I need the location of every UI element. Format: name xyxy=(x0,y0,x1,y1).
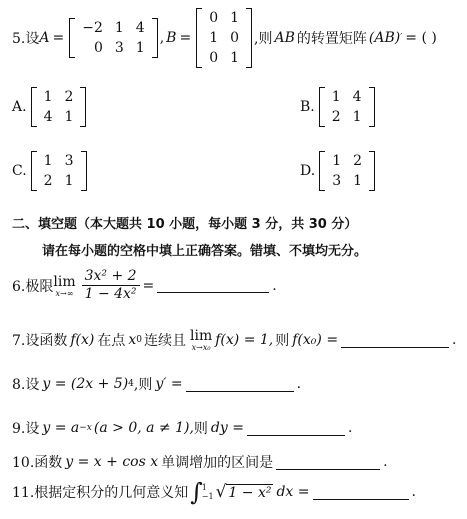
q7-fx: f(x) xyxy=(70,332,95,348)
option-0-cell-0-1: 2 xyxy=(64,89,74,105)
q9-expression: y = a xyxy=(42,420,80,436)
q7-mid1: 在点 xyxy=(97,333,126,349)
option-d[interactable] xyxy=(300,151,377,191)
matrix-a-cell-1-1: 3 xyxy=(114,40,124,56)
option-d-label: D. xyxy=(300,163,316,179)
q8-prefix: 8.设 xyxy=(12,377,40,393)
q5-number: 5.设 xyxy=(12,31,40,47)
option-3-cell-0-1: 2 xyxy=(353,153,363,169)
lim-subscript: x→∞ xyxy=(55,288,74,298)
q9-answer-blank[interactable] xyxy=(247,421,345,436)
matrix-a-cell-1-0: 0 xyxy=(93,40,103,56)
integral-sign: ∫ xyxy=(190,478,203,506)
q6-answer-blank[interactable] xyxy=(157,278,269,293)
matrix-a-cell-0-2: 4 xyxy=(135,20,145,36)
q10-expression: y = x + cos x xyxy=(65,454,159,470)
option-b-matrix xyxy=(319,87,375,127)
matrix-a-cell-0-1: 1 xyxy=(114,20,124,36)
q7-fx0: f(x₀) = xyxy=(292,332,339,348)
section-title: 二、填空题（本大题共 10 小题，每小题 3 分，共 30 分） xyxy=(12,217,358,232)
matrix-b-cell-2-1: 1 xyxy=(230,50,240,66)
q8-expression: y = (2x + 5) xyxy=(42,376,129,392)
option-0-cell-1-1: 1 xyxy=(64,109,74,125)
option-1-cell-1-1: 1 xyxy=(352,109,362,125)
abt-symbol: (AB) xyxy=(368,30,401,46)
q9-differential: dy = xyxy=(210,420,244,436)
question-8: 8.设 y = (2x + 5) 4 ,则 y′ = . xyxy=(12,376,302,393)
fraction xyxy=(82,268,140,303)
q11-end: . xyxy=(411,484,416,500)
q10-prefix: 10.函数 xyxy=(12,455,63,471)
matrix-a-symbol: A xyxy=(39,30,50,46)
q6-equals: = xyxy=(142,277,155,294)
option-3-cell-1-0: 3 xyxy=(332,173,342,189)
option-3-cell-1-1: 1 xyxy=(353,173,363,189)
option-1-cell-0-0: 1 xyxy=(331,89,341,105)
q9-prefix: 9.设 xyxy=(12,421,40,437)
q7-lim-subscript: x→x₀ xyxy=(191,343,211,352)
option-d-matrix xyxy=(319,151,375,191)
matrix-b-cell-0-1: 1 xyxy=(230,10,240,26)
integral-limits xyxy=(202,483,214,501)
q10-answer-blank[interactable] xyxy=(276,455,380,470)
radicand: 1 − x² xyxy=(228,484,272,501)
matrix-b-symbol: B xyxy=(166,30,177,46)
q7-limit-value: f(x) = 1, xyxy=(215,332,274,348)
option-3-cell-0-0: 1 xyxy=(332,153,342,169)
q5-transpose-text: 的转置矩阵 xyxy=(296,31,367,47)
q7-mid2: 连续且 xyxy=(144,333,187,349)
q8-answer-blank[interactable] xyxy=(186,377,294,392)
option-a-label: A. xyxy=(12,99,27,115)
q7-prefix: 7.设函数 xyxy=(12,333,68,349)
q6-prefix: 6.极限 xyxy=(12,278,54,295)
equals-sign-b: = xyxy=(179,30,192,46)
square-root xyxy=(215,481,274,502)
integral-upper: 1 xyxy=(201,483,207,492)
option-c-matrix xyxy=(31,151,87,191)
equals-sign: = xyxy=(52,30,65,46)
q11-answer-blank[interactable] xyxy=(313,485,409,500)
option-2-cell-1-1: 1 xyxy=(64,173,74,189)
integral-operator xyxy=(190,480,213,504)
q5-then: ,则 xyxy=(254,31,273,47)
matrix-b xyxy=(196,8,252,68)
option-1-cell-0-1: 4 xyxy=(352,89,362,105)
option-2-cell-1-0: 2 xyxy=(43,173,53,189)
option-2-cell-0-0: 1 xyxy=(43,153,53,169)
option-a-matrix xyxy=(31,87,87,127)
option-0-cell-1-0: 4 xyxy=(43,109,53,125)
q10-end: . xyxy=(383,454,388,470)
q8-derivative: y′ = xyxy=(155,376,183,392)
matrix-b-cell-1-0: 1 xyxy=(209,30,219,46)
ab-symbol: AB xyxy=(274,30,295,46)
matrix-a-cell-0-0: −2 xyxy=(82,20,103,36)
q6-end: . xyxy=(272,277,277,294)
q7-end: . xyxy=(452,332,457,348)
option-b[interactable] xyxy=(300,87,377,127)
fraction-numerator: 3x² + 2 xyxy=(82,268,140,286)
matrix-b-cell-0-0: 0 xyxy=(209,10,219,26)
q9-condition: (a > 0, a ≠ 1), xyxy=(93,420,194,436)
answer-paren: = ( ) xyxy=(405,30,437,46)
q7-answer-blank[interactable] xyxy=(341,333,449,348)
matrix-b-cell-2-0: 0 xyxy=(209,50,219,66)
q7-limit-operator xyxy=(190,328,212,352)
section-instruction: 请在每小题的空格中填上正确答案。错填、不填均无分。 xyxy=(42,244,368,259)
comma: , xyxy=(159,30,165,46)
question-7: 7.设函数 f(x) 在点 x 0 连续且 lim x→x₀ f(x) = 1, 则 f(x₀) = . xyxy=(12,328,457,352)
matrix-b-cell-1-1: 0 xyxy=(230,30,240,46)
radical-sign: √ xyxy=(215,481,227,502)
question-6 xyxy=(12,268,277,303)
question-10 xyxy=(12,452,388,472)
question-5: 5.设 A = −2 1 4 0 3 1 , B = 0 1 1 0 0 1 ,则 AB 的转置矩阵 (AB) ′ = ( ) xyxy=(12,10,437,66)
q7-lim-text: lim xyxy=(190,328,213,344)
matrix-a xyxy=(69,18,157,58)
option-a[interactable] xyxy=(12,87,88,127)
limit-operator xyxy=(53,274,75,298)
q9-then: 则 xyxy=(193,421,208,437)
q7-then: 则 xyxy=(275,333,290,349)
q11-dx: dx = xyxy=(276,484,310,500)
q10-text: 单调增加的区间是 xyxy=(161,455,274,471)
question-11 xyxy=(12,480,416,504)
option-b-label: B. xyxy=(300,99,315,115)
integral-lower: −1 xyxy=(201,492,214,501)
q8-end: . xyxy=(296,376,302,392)
q8-then: ,则 xyxy=(133,377,153,393)
option-0-cell-0-0: 1 xyxy=(43,89,53,105)
q7-x0: x xyxy=(128,332,137,348)
fraction-denominator: 1 − 4x² xyxy=(84,286,137,302)
q9-end: . xyxy=(347,420,353,436)
lim-text: lim xyxy=(53,273,76,290)
q11-prefix: 11.根据定积分的几何意义知 xyxy=(12,485,189,501)
option-1-cell-1-0: 2 xyxy=(331,109,341,125)
matrix-a-cell-1-2: 1 xyxy=(135,40,145,56)
question-9: 9.设 y = a −x (a > 0, a ≠ 1), 则 dy = . xyxy=(12,420,353,437)
option-2-cell-0-1: 3 xyxy=(64,153,74,169)
option-c-label: C. xyxy=(12,163,27,179)
option-c[interactable] xyxy=(12,151,89,191)
